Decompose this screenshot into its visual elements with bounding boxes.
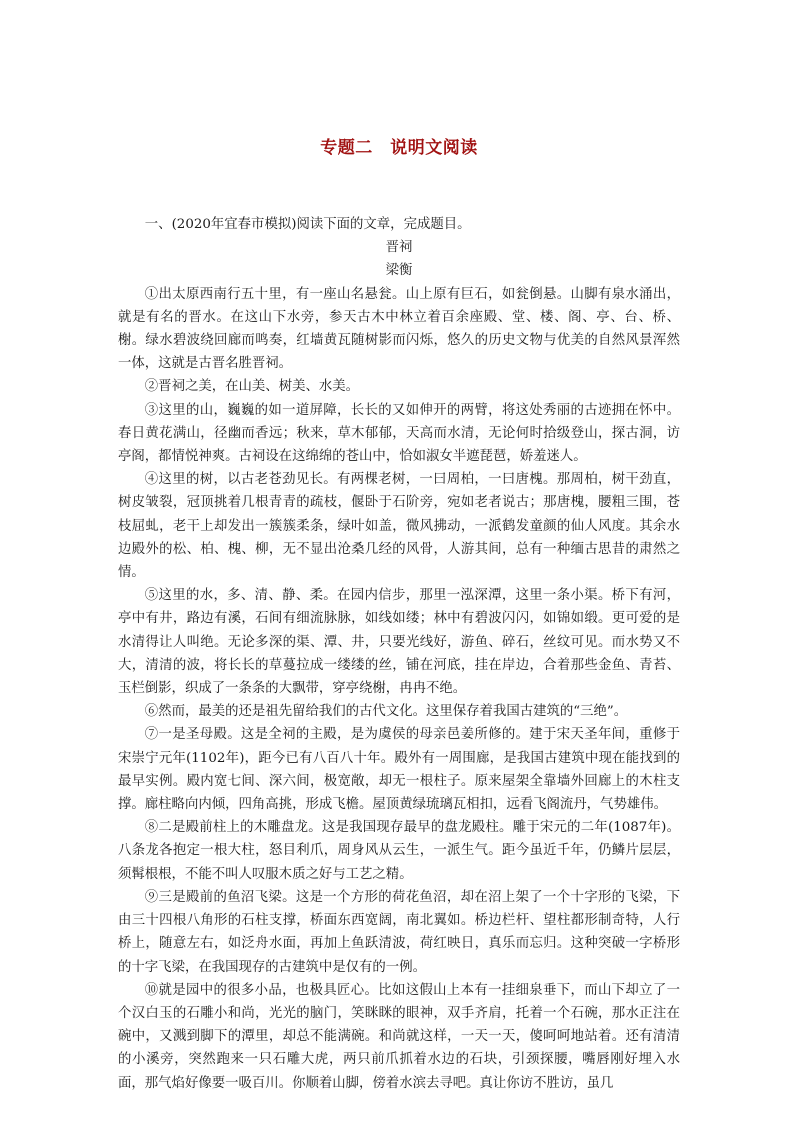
paragraph: ①出太原西南行五十里，有一座山名悬瓮。山上原有巨石，如瓮倒悬。山脚有泉水涌出，就是有名的晋水。在这山下水旁，参天古木中林立着百余座殿、堂、楼、阁、亭、台、桥、榭。绿水碧波绕回廊而鸣奏，红墙黄瓦随树影而闪烁，悠久的历史文物与优美的自然风景浑然一体，这就是古晋名胜晋祠。: [118, 286, 680, 372]
paragraph: ⑥然而，最美的还是祖先留给我们的古代文化。这里保存着我国古建筑的“三绝”。: [144, 704, 628, 720]
paragraph: ③这里的山，巍巍的如一道屏障，长长的又如伸开的两臂，将这处秀丽的古迹拥在怀中。春日黄花满山，径幽而香远；秋来，草木郁郁，天高而水清，无论何时拾级登山，探古洞，访亭阁，都情悦神爽。古祠设在这绵绵的苍山中，恰如淑女半遮琵琶，娇羞迷人。: [118, 402, 680, 465]
article-title: 晋祠: [385, 240, 413, 256]
paragraph: ④这里的树，以古老苍劲见长。有两棵老树，一曰周柏，一曰唐槐。那周柏，树干劲直，树皮皱裂，冠顶挑着几根青青的疏枝，偃卧于石阶旁，宛如老者说古；那唐槐，腰粗三围，苍枝屈虬，老干上却发出一簇簇柔条，绿叶如盖，微风拂动，一派鹤发童颜的仙人风度。其余水边殿外的松、柏、槐、柳，无不显出沧桑几经的风骨，人游其间，总有一种缅古思昔的肃然之情。: [118, 472, 680, 581]
question-intro: 一、(2020年宜春市模拟)阅读下面的文章，完成题目。: [144, 217, 471, 232]
document-body: [118, 213, 680, 1095]
page-title: 专题二 说明文阅读: [320, 138, 478, 158]
paragraph: ⑧二是殿前柱上的木雕盘龙。这是我国现存最早的盘龙殿柱。雕于宋元的二年(1087年)。八条龙各抱定一根大柱，怒目利爪，周身风从云生，一派生气。距今虽近千年，仍鳞片层层，须髯根根，不能不叫人叹服木质之好与工艺之精。: [118, 820, 680, 882]
paragraph: ②晋祠之美，在山美、树美、水美。: [144, 379, 360, 395]
paragraph: ⑤这里的水，多、清、静、柔。在园内信步，那里一泓深潭，这里一条小渠。桥下有河，亭中有井，路边有溪，石间有细流脉脉，如线如缕；林中有碧波闪闪，如锦如缎。更可爱的是水清得让人叫绝。无论多深的渠、潭、井，只要光线好，游鱼、碎石，丝纹可见。而水势又不大，清清的波，将长长的草蔓拉成一缕缕的丝，铺在河底，挂在岸边，合着那些金鱼、青苔、玉栏倒影，织成了一条条的大飘带，穿亭绕榭，冉冉不绝。: [118, 588, 680, 697]
paragraph: ⑦一是圣母殿。这是全祠的主殿，是为虞侯的母亲邑姜所修的。建于宋天圣年间，重修于宋崇宁元年(1102年)，距今已有八百八十年。殿外有一周围廊，是我国古建筑中现在能找到的最早实例。殿内宽七间、深六间，极宽敞，却无一根柱子。原来屋架全靠墙外回廊上的木柱支撑。廊柱略向内倾，四角高挑，形成飞檐。屋顶黄绿琉璃瓦相扣，远看飞阁流丹，气势雄伟。: [118, 727, 680, 813]
paragraph: ⑨三是殿前的鱼沼飞梁。这是一个方形的荷花鱼沼，却在沼上架了一个十字形的飞梁，下由三十四根八角形的石柱支撑，桥面东西宽阔，南北翼如。桥边栏杆、望柱都形制奇特，人行桥上，随意左右，如泛舟水面，再加上鱼跃清波，荷红映日，真乐而忘归。这种突破一字桥形的十字飞梁，在我国现存的古建筑中是仅有的一例。: [118, 889, 680, 975]
article-author: 梁衡: [385, 263, 413, 279]
paragraph: ⑩就是园中的很多小品，也极具匠心。比如这假山上本有一挂细泉垂下，而山下却立了一个汉白玉的石雕小和尚，光光的脑门，笑眯眯的眼神，双手齐肩，托着一个石碗，那水正注在碗中，又溅到脚下的潭里，却总不能满碗。和尚就这样，一天一天，傻呵呵地站着。还有清清的小溪旁，突然跑来一只石雕大虎，两只前爪抓着水边的石块，引颈探腰，嘴唇刚好埋入水面，那气焰好像要一吸百川。你顺着山脚，傍着水滨去寻吧。真让你访不胜访，虽几: [118, 982, 680, 1091]
